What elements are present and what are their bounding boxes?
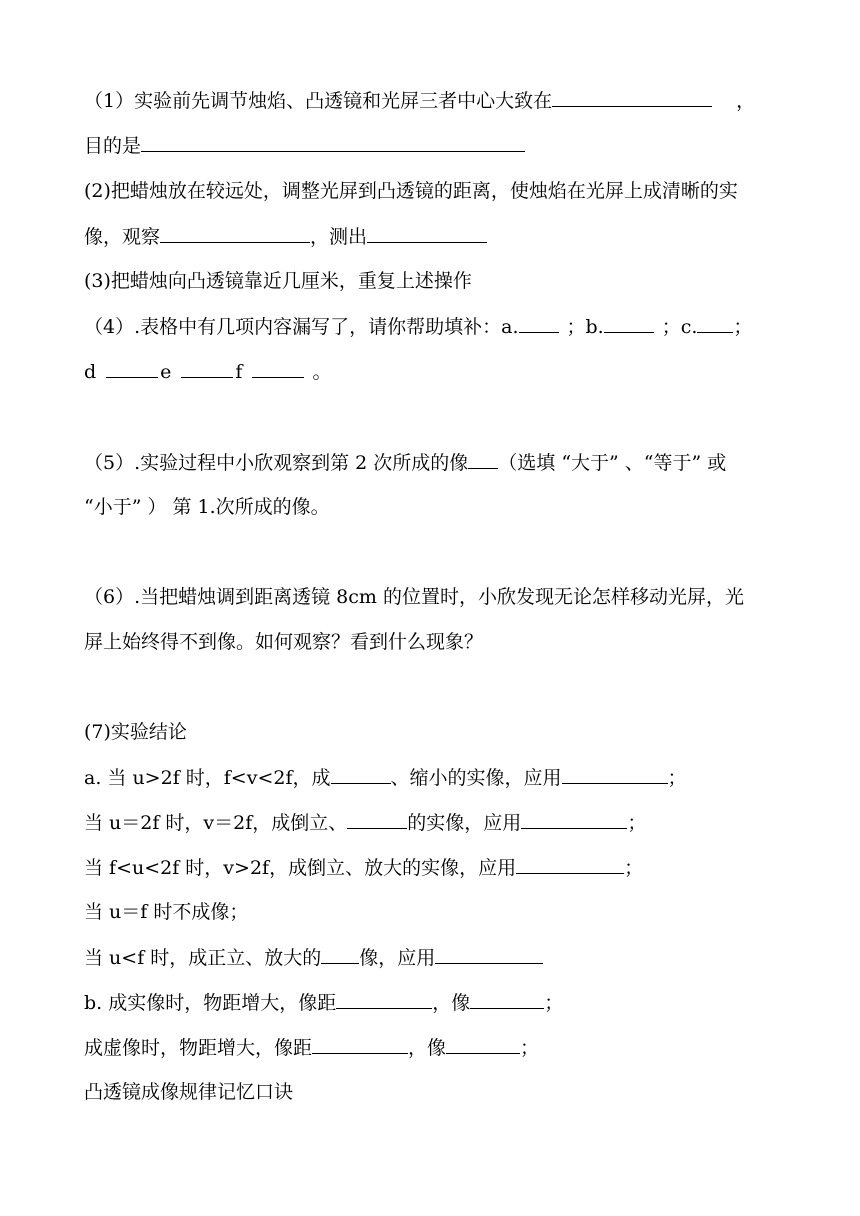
q7-a1-end: ；	[667, 767, 687, 789]
q4-prompt: （4）.表格中有几项内容漏写了，请你帮助填补：a.	[84, 316, 519, 338]
q7-a1-blank-application[interactable]	[562, 765, 668, 784]
q7-a4: 当 u＝f 时不成像；	[84, 901, 249, 923]
q4-blank-f[interactable]	[252, 359, 304, 378]
q2-blank-observe[interactable]	[160, 224, 310, 243]
q7-b2-end: ；	[520, 1037, 540, 1059]
q7-a1	[84, 765, 687, 790]
q4-label-e: e	[160, 361, 172, 383]
q6-line1: （6）.当把蜡烛调到距离透镜 8cm 的位置时，小欣发现无论怎样移动光屏，光	[84, 586, 744, 608]
q1-tail: ，	[736, 90, 756, 112]
q4-blank-d[interactable]	[106, 359, 158, 378]
q7-a5-blank-type[interactable]	[321, 945, 359, 964]
q3-line1: (3)把蜡烛向凸透镜靠近几厘米，重复上述操作	[84, 270, 472, 292]
q4-blank-c[interactable]	[697, 314, 733, 333]
q7-a5	[84, 945, 543, 970]
q4-line1	[84, 314, 752, 339]
q7-b2-text2: ，像	[408, 1037, 447, 1059]
q4-line2	[84, 359, 331, 384]
q4-blank-a[interactable]	[519, 314, 559, 333]
q7-b2-text: 成虚像时，物距增大，像距	[84, 1037, 313, 1059]
q7-b1-text2: ，像	[432, 992, 471, 1014]
q7-b2-blank-image[interactable]	[446, 1035, 520, 1054]
q7-a2-blank-application[interactable]	[521, 810, 627, 829]
q4-period: 。	[312, 361, 332, 383]
q7-a5-text2: 像，应用	[359, 947, 436, 969]
q7-a2-end: ；	[627, 812, 647, 834]
q7-a3-text: 当 f<u<2f 时，v>2f，成倒立、放大的实像，应用	[84, 857, 517, 879]
q7-title: (7)实验结论	[84, 721, 187, 743]
q5-blank[interactable]	[468, 450, 498, 469]
q4-label-d: d	[84, 361, 97, 383]
q5-options: （选填 “大于” 、“等于” 或	[498, 452, 727, 474]
q5-text: （5）.实验过程中小欣观察到第 2 次所成的像	[84, 452, 469, 474]
q4-label-b: ；b.	[566, 316, 604, 338]
q7-b1	[84, 990, 563, 1015]
q7-b1-end: ；	[544, 992, 564, 1014]
q4-blank-b[interactable]	[604, 314, 654, 333]
q4-blank-e[interactable]	[181, 359, 233, 378]
q7-a1-blank-orientation[interactable]	[331, 765, 391, 784]
q7-mnemonic-heading: 凸透镜成像规律记忆口诀	[84, 1081, 294, 1103]
q7-b1-text: b. 成实像时，物距增大，像距	[84, 992, 337, 1014]
q7-a3	[84, 855, 643, 880]
q1-blank-purpose[interactable]	[141, 133, 525, 152]
q7-b1-blank-distance[interactable]	[336, 990, 432, 1009]
q7-a1-text2: 、缩小的实像，应用	[390, 767, 562, 789]
q1-line2	[84, 133, 525, 158]
q7-a3-end: ；	[624, 857, 644, 879]
q5-line2: “小于” ） 第 1.次所成的像。	[84, 496, 330, 518]
q2-measure-label: ，测出	[310, 226, 368, 248]
q6-line2: 屏上始终得不到像。如何观察？看到什么现象？	[84, 631, 484, 653]
q1-line1	[84, 88, 755, 113]
q2-line2	[84, 224, 487, 249]
q7-a2-blank-size[interactable]	[347, 810, 407, 829]
q1-purpose-label: 目的是	[84, 135, 142, 157]
q4-label-f: f	[235, 361, 243, 383]
q4-label-c: ；c.	[661, 316, 698, 338]
q7-a2-text: 当 u＝2f 时，v＝2f，成倒立、	[84, 812, 348, 834]
q7-b2-blank-distance[interactable]	[312, 1035, 408, 1054]
q7-a5-text: 当 u<f 时，成正立、放大的	[84, 947, 322, 969]
q7-b2	[84, 1035, 539, 1060]
q2-blank-measure[interactable]	[367, 224, 487, 243]
q7-a5-blank-application[interactable]	[435, 945, 543, 964]
q2-observe-label: 像，观察	[84, 226, 161, 248]
q1-blank-center[interactable]	[552, 88, 712, 107]
q7-a1-text: a. 当 u>2f 时，f<v<2f，成	[84, 767, 331, 789]
q7-a3-blank-application[interactable]	[516, 855, 624, 874]
q2-line1: (2)把蜡烛放在较远处，调整光屏到凸透镜的距离，使烛焰在光屏上成清晰的实	[84, 180, 738, 202]
q7-a2	[84, 810, 646, 835]
q1-text: （1）实验前先调节烛焰、凸透镜和光屏三者中心大致在	[84, 90, 553, 112]
q5-line1	[84, 450, 726, 475]
q7-a2-text2: 的实像，应用	[407, 812, 522, 834]
q4-semicolon: ；	[733, 316, 753, 338]
q7-b1-blank-image[interactable]	[470, 990, 544, 1009]
